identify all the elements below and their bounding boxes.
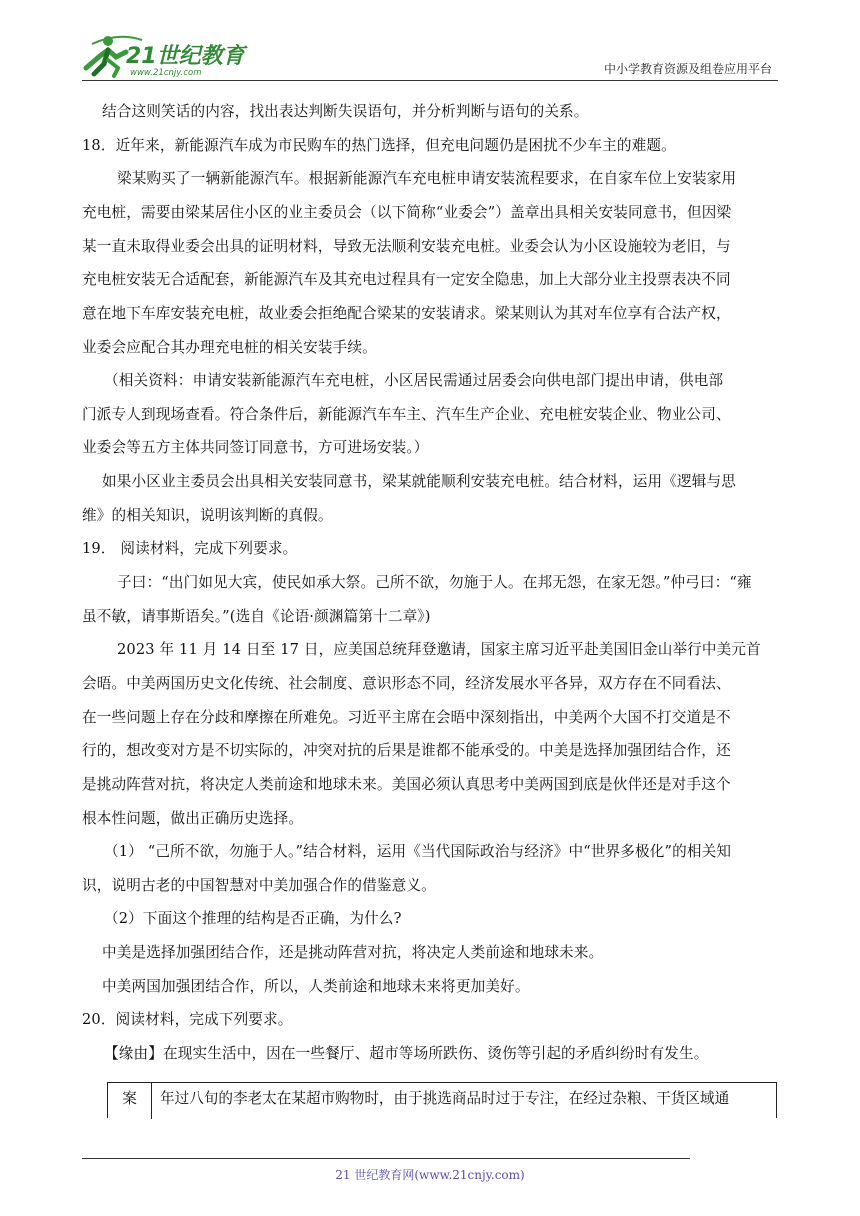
logo-url: www.21cnjy.com (130, 68, 202, 78)
text-line: 2023 年 11 月 14 日至 17 日，应美国总统拜登邀请，国家主席习近平赴美国旧金山举行中美元首 (117, 641, 761, 658)
runner-logo-icon (78, 30, 248, 80)
question-19-stem: 19． 阅读材料，完成下列要求。 (82, 540, 298, 557)
text-line: （相关资料：申请安装新能源汽车充电桩，小区居民需通过居委会向供电部门提出申请，供电部 (104, 372, 724, 389)
table-cell-text: 年过八旬的李老太在某超市购物时，由于挑选商品时过于专注，在经过杂粮、干货区域通 (160, 1090, 730, 1107)
text-line: 意在地下车库安装充电桩，故业委会拒绝配合梁某的安装请求。梁某则认为其对车位享有合法产权， (82, 305, 731, 322)
text-line: 某一直未取得业委会出具的证明材料，导致无法顺利安装充电桩。业委会认为小区设施较为老旧，与 (82, 238, 731, 255)
header-divider (82, 80, 778, 81)
text-line: 根本性问题，做出正确历史选择。 (82, 810, 304, 827)
text-line: 虽不敏，请事斯语矣。”(选自《论语·颜渊篇第十二章》) (82, 608, 431, 625)
footer-text: 21 世纪教育网(www.21cnjy.com) (335, 1168, 525, 1182)
logo-text: 21世纪教育 (126, 44, 245, 69)
text-line: 子曰：“出门如见大宾，使民如承大祭。己所不欲，勿施于人。在邦无怨，在家无怨。”仲弓曰：“雍 (117, 574, 752, 591)
text-line: 门派专人到现场查看。符合条件后，新能源汽车车主、汽车生产企业、充电桩安装企业、物业公司、 (82, 406, 731, 423)
text-line: 在一些问题上存在分歧和摩擦在所难免。习近平主席在会晤中深刻指出，中美两个大国不打交道是不 (82, 709, 731, 726)
question-18-stem: 18．近年来，新能源汽车成为市民购车的热门选择，但充电问题仍是困扰不少车主的难题。 (82, 137, 676, 154)
text-line: 中美是选择加强团结合作，还是挑动阵营对抗，将决定人类前途和地球未来。 (102, 944, 604, 961)
text-line: 会晤。中美两国历史文化传统、社会制度、意识形态不同，经济发展水平各异，双方存在不同看法、 (82, 675, 731, 692)
text-line: 梁某购买了一辆新能源汽车。根据新能源汽车充电桩申请安装流程要求，在自家车位上安装家用 (117, 170, 737, 187)
text-line: 业委会等五方主体共同签订同意书，方可进场安装。） (82, 439, 429, 456)
text-line: 充电桩，需要由梁某居住小区的业主委员会（以下简称“业委会”）盖章出具相关安装同意书，但因梁 (82, 204, 732, 221)
text-line: 识，说明古老的中国智慧对中美加强合作的借鉴意义。 (82, 877, 436, 894)
case-table (107, 1082, 777, 1118)
text-line: 业委会应配合其办理充电桩的相关安装手续。 (82, 339, 377, 356)
site-logo (78, 30, 248, 80)
text-line: 结合这则笑话的内容，找出表达判断失误语句，并分析判断与语句的关系。 (102, 103, 589, 120)
text-line: 维》的相关知识，说明该判断的真假。 (82, 507, 333, 524)
sub-question-2: （2）下面这个推理的结构是否正确，为什么? (104, 910, 402, 927)
text-line: 如果小区业主委员会出具相关安装同意书，梁某就能顺利安装充电桩。结合材料，运用《逻辑与思 (102, 473, 736, 490)
text-line: 行的，想改变对方是不切实际的，冲突对抗的后果是谁都不能承受的。中美是选择加强团结合作，还 (82, 742, 731, 759)
text-line: 【缘由】在现实生活中，因在一些餐厅、超市等场所跌伤、烫伤等引起的矛盾纠纷时有发生。 (104, 1045, 709, 1062)
table-cell-label: 案 (108, 1083, 152, 1119)
text-line: 是挑动阵营对抗，将决定人类前途和地球未来。美国必须认真思考中美两国到底是伙伴还是对手这个 (82, 776, 731, 793)
platform-name: 中小学教育资源及组卷应用平台 (603, 62, 772, 76)
sub-question-1: （1） “己所不欲，勿施于人。”结合材料，运用《当代国际政治与经济》中“世界多极化”的相关知 (104, 843, 732, 860)
text-line: 中美两国加强团结合作，所以，人类前途和地球未来将更加美好。 (102, 978, 530, 995)
question-20-stem: 20．阅读材料，完成下列要求。 (82, 1011, 293, 1028)
footer-divider (82, 1158, 690, 1159)
text-line: 充电桩安装无合适配套，新能源汽车及其充电过程具有一定安全隐患，加上大部分业主投票表决不同 (82, 271, 731, 288)
